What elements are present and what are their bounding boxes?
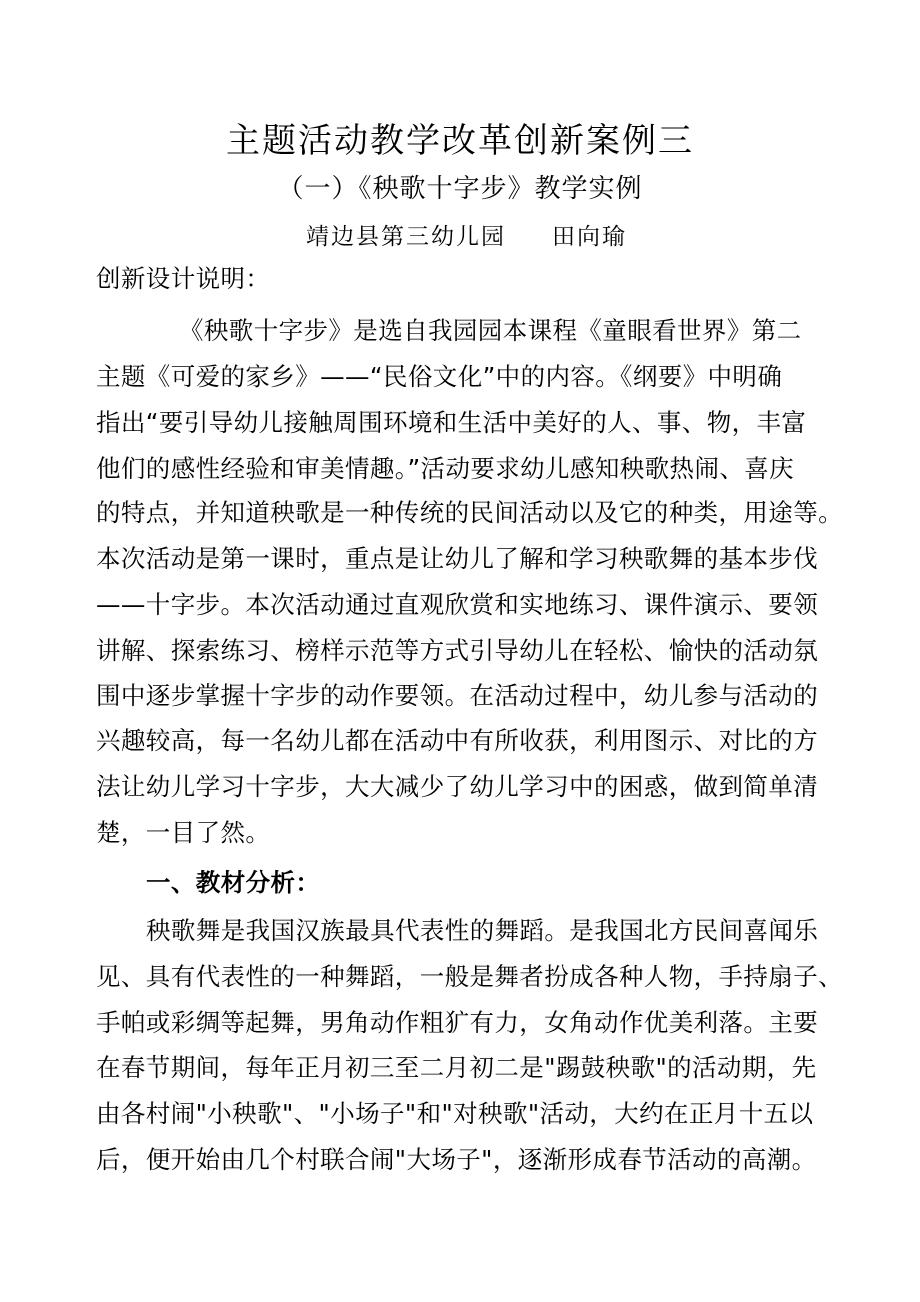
intro-line: 围中逐步掌握十字步的动作要领。在活动过程中，幼儿参与活动的	[96, 681, 819, 710]
intro-line: 指出“要引导幼儿接触周围环境和生活中美好的人、事、物，丰富	[96, 408, 807, 437]
intro-line: 的特点，并知道秧歌是一种传统的民间活动以及它的种类，用途等。	[96, 498, 843, 527]
document-title: 主题活动教学改革创新案例三	[226, 121, 694, 161]
author-name: 田向瑜	[552, 224, 627, 250]
school-name: 靖边县第三幼儿园	[306, 224, 506, 250]
section-line: 后，便开始由几个村联合闹"大场子"，逐渐形成春节活动的高潮。	[96, 1145, 817, 1174]
section-line: 秧歌舞是我国汉族最具代表性的舞蹈。是我国北方民间喜闻乐	[146, 916, 819, 945]
design-note-label: 创新设计说明：	[96, 264, 271, 293]
section-line: 见、具有代表性的一种舞蹈，一般是舞者扮成各种人物，手持扇子、	[96, 962, 843, 991]
intro-line: 法让幼儿学习十字步，大大减少了幼儿学习中的困惑，做到简单清	[96, 772, 819, 801]
intro-line: 讲解、探索练习、榜样示范等方式引导幼儿在轻松、愉快的活动氛	[96, 636, 819, 665]
section-line: 由各村闹"小秧歌"、"小场子"和"对秧歌"活动，大约在正月十五以	[96, 1099, 814, 1128]
intro-line: 主题《可爱的家乡》——“民俗文化”中的内容。《纲要》中明确	[96, 362, 783, 391]
section-line: 手帕或彩绸等起舞，男角动作粗犷有力，女角动作优美利落。主要	[96, 1008, 819, 1037]
intro-line: 楚，一目了然。	[96, 818, 271, 847]
intro-line: 他们的感性经验和审美情趣。”活动要求幼儿感知秧歌热闹、喜庆	[96, 454, 795, 483]
intro-line: 本次活动是第一课时，重点是让幼儿了解和学习秧歌舞的基本步伐	[96, 544, 819, 573]
section-line: 在春节期间，每年正月初三至二月初二是"踢鼓秧歌"的活动期，先	[96, 1053, 817, 1082]
section-heading: 一、教材分析：	[146, 868, 321, 897]
author-line	[306, 218, 627, 251]
document-subtitle: （一）《秧歌十字步》教学实例	[277, 174, 643, 204]
intro-line: 《秧歌十字步》是选自我园园本课程《童眼看世界》第二	[179, 316, 802, 345]
intro-line: ——十字步。本次活动通过直观欣赏和实地练习、课件演示、要领	[96, 590, 819, 619]
intro-line: 兴趣较高，每一名幼儿都在活动中有所收获，利用图示、对比的方	[96, 726, 819, 755]
